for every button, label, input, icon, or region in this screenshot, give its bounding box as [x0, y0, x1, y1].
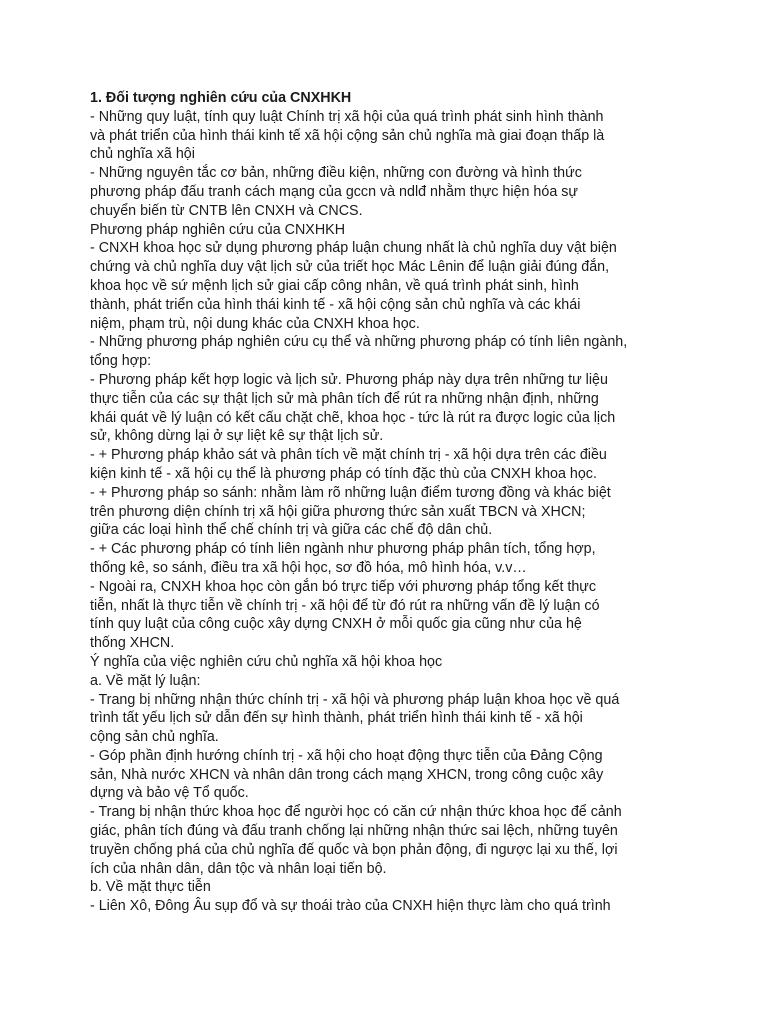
text-line: Phương pháp nghiên cứu của CNXHKH [90, 221, 346, 238]
text-line: thành, phát triển của hình thái kinh tế - xã hội cộng sản chủ nghĩa và các khái [90, 296, 581, 313]
text-line: tổng hợp: [90, 353, 152, 370]
text-line: Ý nghĩa của việc nghiên cứu chủ nghĩa xã hội khoa học [90, 653, 443, 670]
text-line: chủ nghĩa xã hội [90, 146, 195, 163]
section-heading: 1. Đối tượng nghiên cứu của CNXHKH [90, 90, 352, 106]
text-line: truyền chống phá của chủ nghĩa đế quốc và bọn phản động, đi ngược lại xu thế, lợi [90, 841, 618, 858]
text-line: - Góp phần định hướng chính trị - xã hội cho hoạt động thực tiễn của Đảng Cộng [90, 747, 603, 764]
text-line: niệm, phạm trù, nội dung khác của CNXH khoa học. [90, 315, 420, 332]
text-line: khái quát về lý luận có kết cấu chặt chẽ, khoa học - tức là rút ra được logic của lịch [90, 409, 616, 426]
text-line: sản, Nhà nước XHCN và nhân dân trong cách mạng XHCN, trong công cuộc xây [90, 766, 604, 783]
text-line: sử, không dừng lại ở sự liệt kê sự thật lịch sử. [90, 428, 384, 445]
text-line: - Ngoài ra, CNXH khoa học còn gắn bó trực tiếp với phương pháp tổng kết thực [90, 578, 597, 595]
text-line: - Trang bị những nhận thức chính trị - xã hội và phương pháp luận khoa học về quá [90, 691, 620, 708]
text-line: - Những quy luật, tính quy luật Chính trị xã hội của quá trình phát sinh hình thành [90, 108, 604, 125]
text-line: thực tiễn của các sự thật lịch sử mà phân tích để rút ra những nhận định, những [90, 390, 599, 407]
text-line: thống kê, so sánh, điều tra xã hội học, sơ đồ hóa, mô hình hóa, v.v… [90, 559, 527, 576]
text-line: - + Phương pháp so sánh: nhằm làm rõ những luận điểm tương đồng và khác biệt [90, 484, 611, 501]
text-line: cộng sản chủ nghĩa. [90, 729, 219, 746]
text-line: - + Các phương pháp có tính liên ngành như phương pháp phân tích, tổng hợp, [90, 541, 596, 558]
text-line: a. Về mặt lý luận: [90, 672, 201, 689]
text-line: tính quy luật của công cuộc xây dựng CNXH ở mỗi quốc gia cũng như của hệ [90, 616, 582, 633]
text-line: - Những phương pháp nghiên cứu cụ thể và những phương pháp có tính liên ngành, [90, 334, 628, 351]
text-line: - Trang bị nhận thức khoa học để người học có căn cứ nhận thức khoa học để cảnh [90, 804, 622, 821]
document-page [90, 89, 730, 916]
text-line: - Phương pháp kết hợp logic và lịch sử. Phương pháp này dựa trên những tư liệu [90, 371, 608, 388]
text-line: trên phương diện chính trị xã hội giữa phương thức sản xuất TBCN và XHCN; [90, 503, 586, 520]
text-line: kiện kinh tế - xã hội cụ thể là phương pháp có tính đặc thù của CNXH khoa học. [90, 465, 597, 482]
text-line: dựng và bảo vệ Tổ quốc. [90, 785, 249, 802]
text-line: phương pháp đấu tranh cách mạng của gccn và ndlđ nhằm thực hiện hóa sự [90, 183, 578, 200]
text-line: b. Về mặt thực tiễn [90, 879, 211, 896]
text-line: giữa các loại hình thể chế chính trị và giữa các chế độ dân chủ. [90, 522, 493, 539]
text-line: giác, phân tích đúng và đấu tranh chống lại những nhận thức sai lệch, những tuyên [90, 823, 618, 840]
text-line: khoa học về sứ mệnh lịch sử giai cấp công nhân, về quá trình phát sinh, hình [90, 277, 579, 294]
text-line: chứng và chủ nghĩa duy vật lịch sử của triết học Mác Lênin để luận giải đúng đắn, [90, 259, 610, 276]
text-line: thống XHCN. [90, 635, 175, 652]
text-line: tiễn, nhất là thực tiễn về chính trị - xã hội để từ đó rút ra những vấn đề lý luận có [90, 597, 600, 614]
text-line: chuyển biến từ CNTB lên CNXH và CNCS. [90, 202, 363, 219]
text-line: trình tất yếu lịch sử dẫn đến sự hình thành, phát triển hình thái kinh tế - xã hội [90, 710, 583, 727]
text-line: ích của nhân dân, dân tộc và nhân loại tiến bộ. [90, 860, 387, 877]
text-line: - Những nguyên tắc cơ bản, những điều kiện, những con đường và hình thức [90, 165, 582, 182]
text-line: - CNXH khoa học sử dụng phương pháp luận chung nhất là chủ nghĩa duy vật biện [90, 240, 617, 257]
text-line: và phát triển của hình thái kinh tế xã hội cộng sản chủ nghĩa mà giai đoạn thấp là [90, 127, 605, 144]
text-line: - + Phương pháp khảo sát và phân tích về mặt chính trị - xã hội dựa trên các điều [90, 447, 607, 464]
text-line: - Liên Xô, Đông Âu sụp đổ và sự thoái trào của CNXH hiện thực làm cho quá trình [90, 898, 611, 915]
